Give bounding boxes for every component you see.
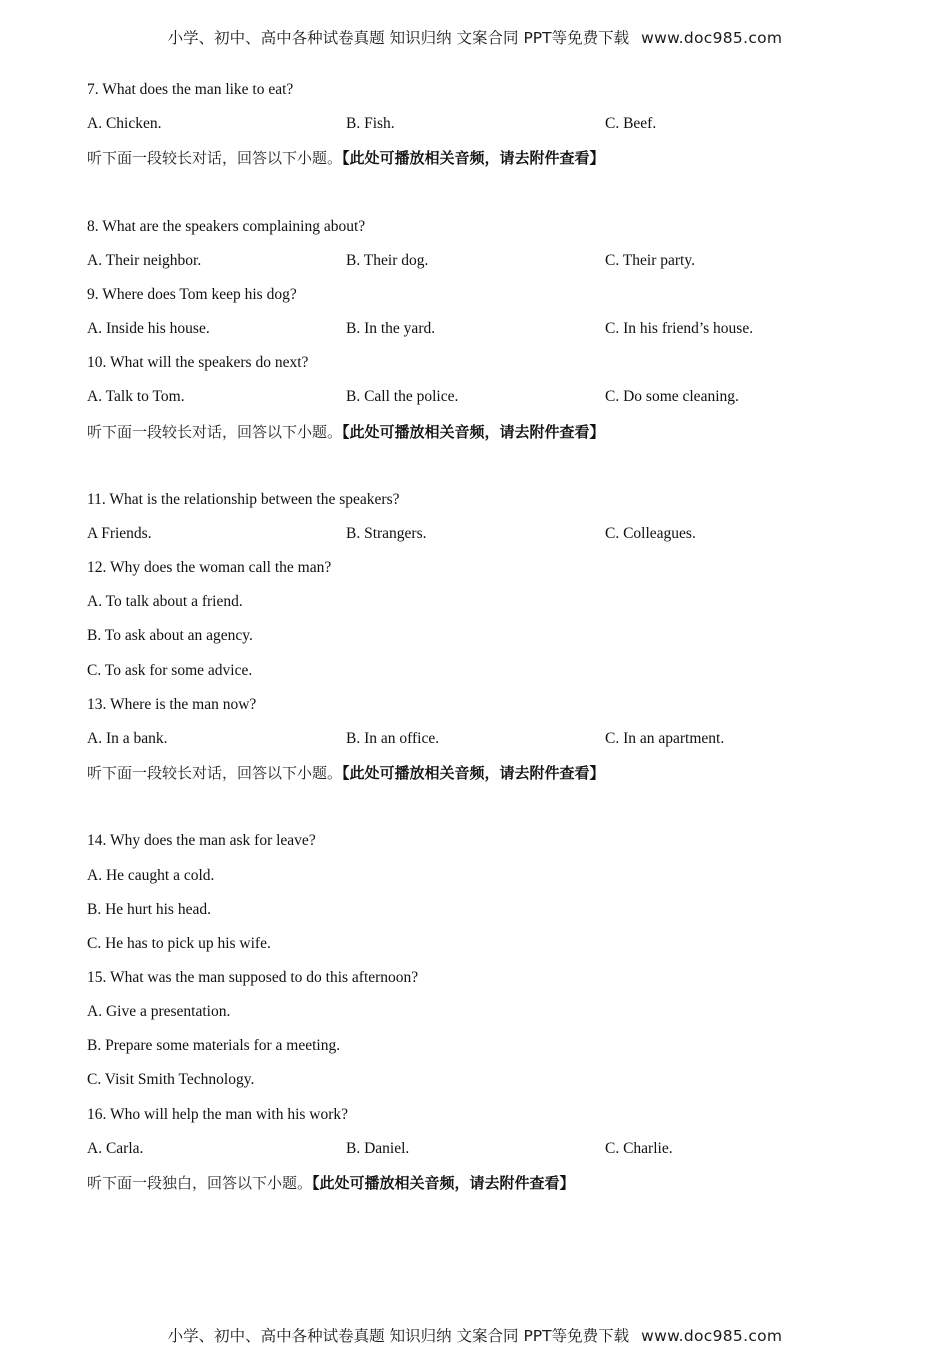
option-b: B. Prepare some materials for a meeting.	[87, 1037, 341, 1054]
audio-note: 【此处可播放相关音频，请去附件查看】	[342, 764, 605, 782]
question-14	[87, 831, 316, 851]
option-b: B. Fish.	[346, 115, 395, 132]
question-text: 11. What is the relationship between the speakers?	[87, 491, 400, 508]
option-b: B. Strangers.	[346, 525, 427, 542]
question-text: 12. Why does the woman call the man?	[87, 559, 332, 576]
option-a: A. Chicken.	[87, 115, 162, 132]
question-13	[87, 695, 256, 715]
question-11	[87, 490, 399, 510]
option-c: C. Charlie.	[605, 1140, 673, 1157]
option-c: C. Visit Smith Technology.	[87, 1071, 255, 1088]
question-16	[87, 1105, 348, 1125]
option-a: A. Inside his house.	[87, 320, 210, 337]
question-8	[87, 217, 365, 237]
option-b: B. In an office.	[346, 730, 440, 747]
audio-note: 【此处可播放相关音频，请去附件查看】	[342, 149, 605, 167]
instruction-text: 听下面一段较长对话，回答以下小题。	[87, 149, 343, 167]
header-url[interactable]: www.doc985.com	[641, 29, 783, 47]
section-instruction	[87, 1173, 575, 1193]
page-header	[0, 26, 950, 48]
option-c: C. He has to pick up his wife.	[87, 935, 271, 952]
question-text: 15. What was the man supposed to do this afternoon?	[87, 969, 419, 986]
question-text: 8. What are the speakers complaining about?	[87, 218, 366, 235]
footer-banner: 小学、初中、高中各种试卷真题 知识归纳 文案合同 PPT等免费下载	[167, 1327, 630, 1345]
question-text: 13. Where is the man now?	[87, 696, 257, 713]
option-a: A. Give a presentation.	[87, 1003, 231, 1020]
section-instruction	[87, 148, 605, 168]
question-10	[87, 353, 308, 373]
question-7	[87, 80, 293, 100]
question-text: 10. What will the speakers do next?	[87, 354, 309, 371]
option-c: C. Colleagues.	[605, 525, 696, 542]
footer-url[interactable]: www.doc985.com	[641, 1327, 783, 1345]
option-b: B. Daniel.	[346, 1140, 410, 1157]
audio-note: 【此处可播放相关音频，请去附件查看】	[342, 423, 605, 441]
option-a: A. Carla.	[87, 1140, 144, 1157]
option-c: C. Their party.	[605, 252, 695, 269]
section-instruction	[87, 422, 605, 442]
option-c: C. In his friend’s house.	[605, 320, 754, 337]
option-c: C. Beef.	[605, 115, 657, 132]
option-a: A. Talk to Tom.	[87, 388, 185, 405]
header-banner: 小学、初中、高中各种试卷真题 知识归纳 文案合同 PPT等免费下载	[167, 29, 630, 47]
question-9	[87, 285, 297, 305]
option-c: C. In an apartment.	[605, 730, 725, 747]
instruction-text: 听下面一段较长对话，回答以下小题。	[87, 764, 343, 782]
page-footer	[0, 1324, 950, 1346]
option-a: A. Their neighbor.	[87, 252, 202, 269]
question-12	[87, 558, 331, 578]
option-a: A Friends.	[87, 525, 152, 542]
option-b: B. In the yard.	[346, 320, 436, 337]
question-text: 7. What does the man like to eat?	[87, 81, 294, 98]
question-15	[87, 968, 418, 988]
option-b: B. He hurt his head.	[87, 901, 211, 918]
question-text: 16. Who will help the man with his work?	[87, 1106, 349, 1123]
option-b: B. Their dog.	[346, 252, 429, 269]
option-c: C. To ask for some advice.	[87, 662, 253, 679]
question-text: 14. Why does the man ask for leave?	[87, 832, 316, 849]
question-text: 9. Where does Tom keep his dog?	[87, 286, 297, 303]
option-a: A. He caught a cold.	[87, 867, 215, 884]
option-c: C. Do some cleaning.	[605, 388, 739, 405]
section-instruction	[87, 763, 605, 783]
option-a: A. To talk about a friend.	[87, 593, 243, 610]
option-b: B. To ask about an agency.	[87, 627, 253, 644]
option-b: B. Call the police.	[346, 388, 459, 405]
instruction-text: 听下面一段独白，回答以下小题。	[87, 1174, 313, 1192]
instruction-text: 听下面一段较长对话，回答以下小题。	[87, 423, 343, 441]
audio-note: 【此处可播放相关音频，请去附件查看】	[312, 1174, 575, 1192]
option-a: A. In a bank.	[87, 730, 168, 747]
